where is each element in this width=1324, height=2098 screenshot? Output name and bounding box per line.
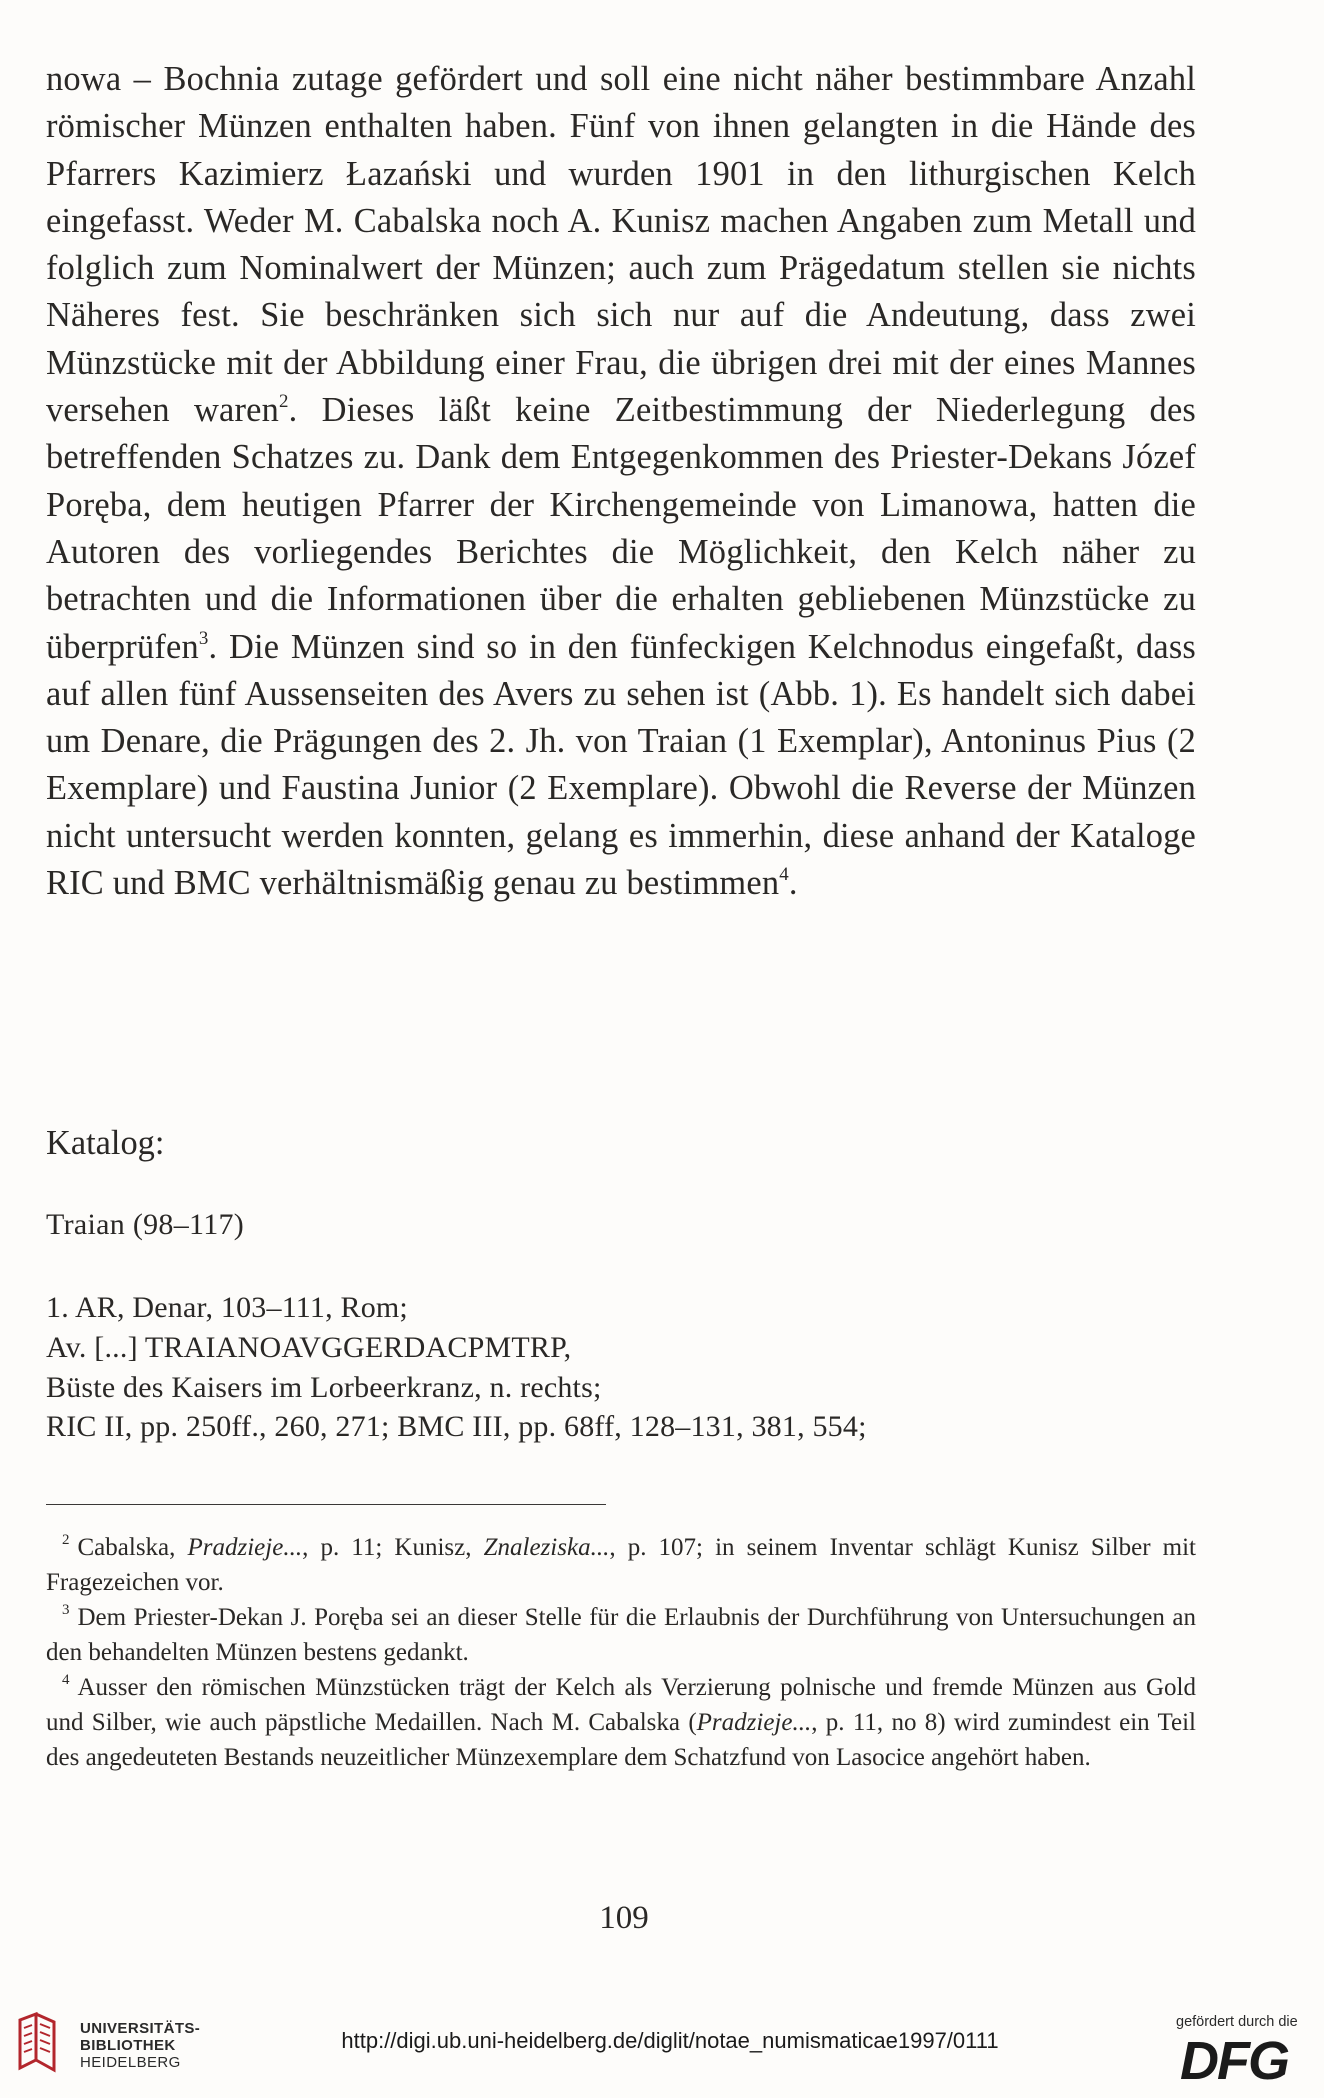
- main-paragraph: nowa – Bochnia zutage gefördert und soll eine nicht näher bestimmbare Anzahl römischer Münzen enthalten haben. Fünf von ihnen gelangten in die Hände des Pfarrers Kazimierz Łazański und wurden 1901 in den lithurgischen Kelch eingefasst. Weder M. Cabalska noch A. Kunisz machen Angaben zum Metall und folglich zum Nominalwert der Münzen; auch zum Prägedatum stellen sie nichts Näheres fest. Sie beschränken sich sich nur auf die Andeutung, dass zwei Münzstücke mit der Abbildung einer Frau, die übrigen drei mit der eines Mannes versehen waren$^2$. Dieses läßt keine Zeitbestimmung der Niederlegung des betreffenden Schatzes zu. Dank dem Entgegenkommen des Priester-Dekans Józef Poręba, dem heutigen Pfarrer der Kirchengemeinde von Limanowa, hatten die Autoren des vorliegendes Berichtes die Möglichkeit, den Kelch näher zu betrachten und die Informationen über die erhalten gebliebenen Münzstücke zu überprüfen$^3$. Die Münzen sind so in den fünfeckigen Kelchnodus eingefaßt, dass auf allen fünf Aussenseiten des Avers zu sehen ist (Abb. 1). Es handelt sich dabei um Denare, die Prägungen des 2. Jh. von Traian (1 Exemplar), Antoninus Pius (2 Exemplare) und Faustina Junior (2 Exemplare). Obwohl die Reverse der Münzen nicht untersucht werden konnten, gelang es immerhin, diese anhand der Kataloge RIC und BMC verhältnismäßig genau zu bestimmen$^4$.: [46, 60, 1196, 903]
- library-name: UNIVERSITÄTS- BIBLIOTHEK HEIDELBERG: [80, 2020, 201, 2071]
- entry-line: Av. [...] TRAIANOAVGGERDACPMTRP,: [46, 1330, 572, 1364]
- entry-line: Büste des Kaisers im Lorbeerkranz, n. rechts;: [46, 1370, 602, 1404]
- footnote-2: $^2$ Cabalska, Pradzieje..., p. 11; Kunisz, Znaleziska..., p. 107; in seinem Inventar schlägt Kunisz Silber mit Fragezeichen vor.: [46, 1531, 1197, 1596]
- footnote-ref-3: 3: [198, 627, 209, 649]
- body-text: [46, 56, 1196, 907]
- dfg-logo: DFG: [1180, 2031, 1288, 2091]
- footnote-4: $^4$ Ausser den römischen Münzstücken trägt der Kelch als Verzierung polnische und fremde Münzen aus Gold und Silber, wie auch päpstliche Medaillen. Nach M. Cabalska (Pradzieje..., p. 11, no 8) wird zumindest ein Teil des angedeuteten Bestands neuzeitlicher Münzexemplare dem Schatzfund von Lasocice angehört haben.: [46, 1671, 1197, 1771]
- entry-line: RIC II, pp. 250ff., 260, 271; BMC III, pp. 68ff, 128–131, 381, 554;: [46, 1410, 867, 1444]
- funding-caption: gefördert durch die: [1176, 2014, 1298, 2030]
- footnote-3: $^3$ Dem Priester-Dekan J. Poręba sei an dieser Stelle für die Erlaubnis der Durchführung von Untersuchungen an den behandelten Münzen bestens gedankt.: [46, 1601, 1196, 1666]
- ruler-heading: Traian (98–117): [46, 1208, 245, 1241]
- catalog-heading: Katalog:: [46, 1124, 165, 1162]
- footnotes: [46, 1530, 1196, 1775]
- footnote-ref-4: 4: [779, 863, 789, 885]
- source-url-link[interactable]: http://digi.ub.uni-heidelberg.de/diglit/notae_numismaticae1997/0111: [341, 2028, 999, 2053]
- catalog-entry: [46, 1288, 867, 1447]
- university-library-logo-icon: [10, 2012, 72, 2074]
- entry-line: 1. AR, Denar, 103–111, Rom;: [46, 1291, 408, 1324]
- footnote-divider: [46, 1504, 606, 1505]
- page-number: 109: [599, 1900, 649, 1936]
- footnote-ref-2: 2: [278, 390, 289, 412]
- digitization-footer: [0, 2000, 1324, 2098]
